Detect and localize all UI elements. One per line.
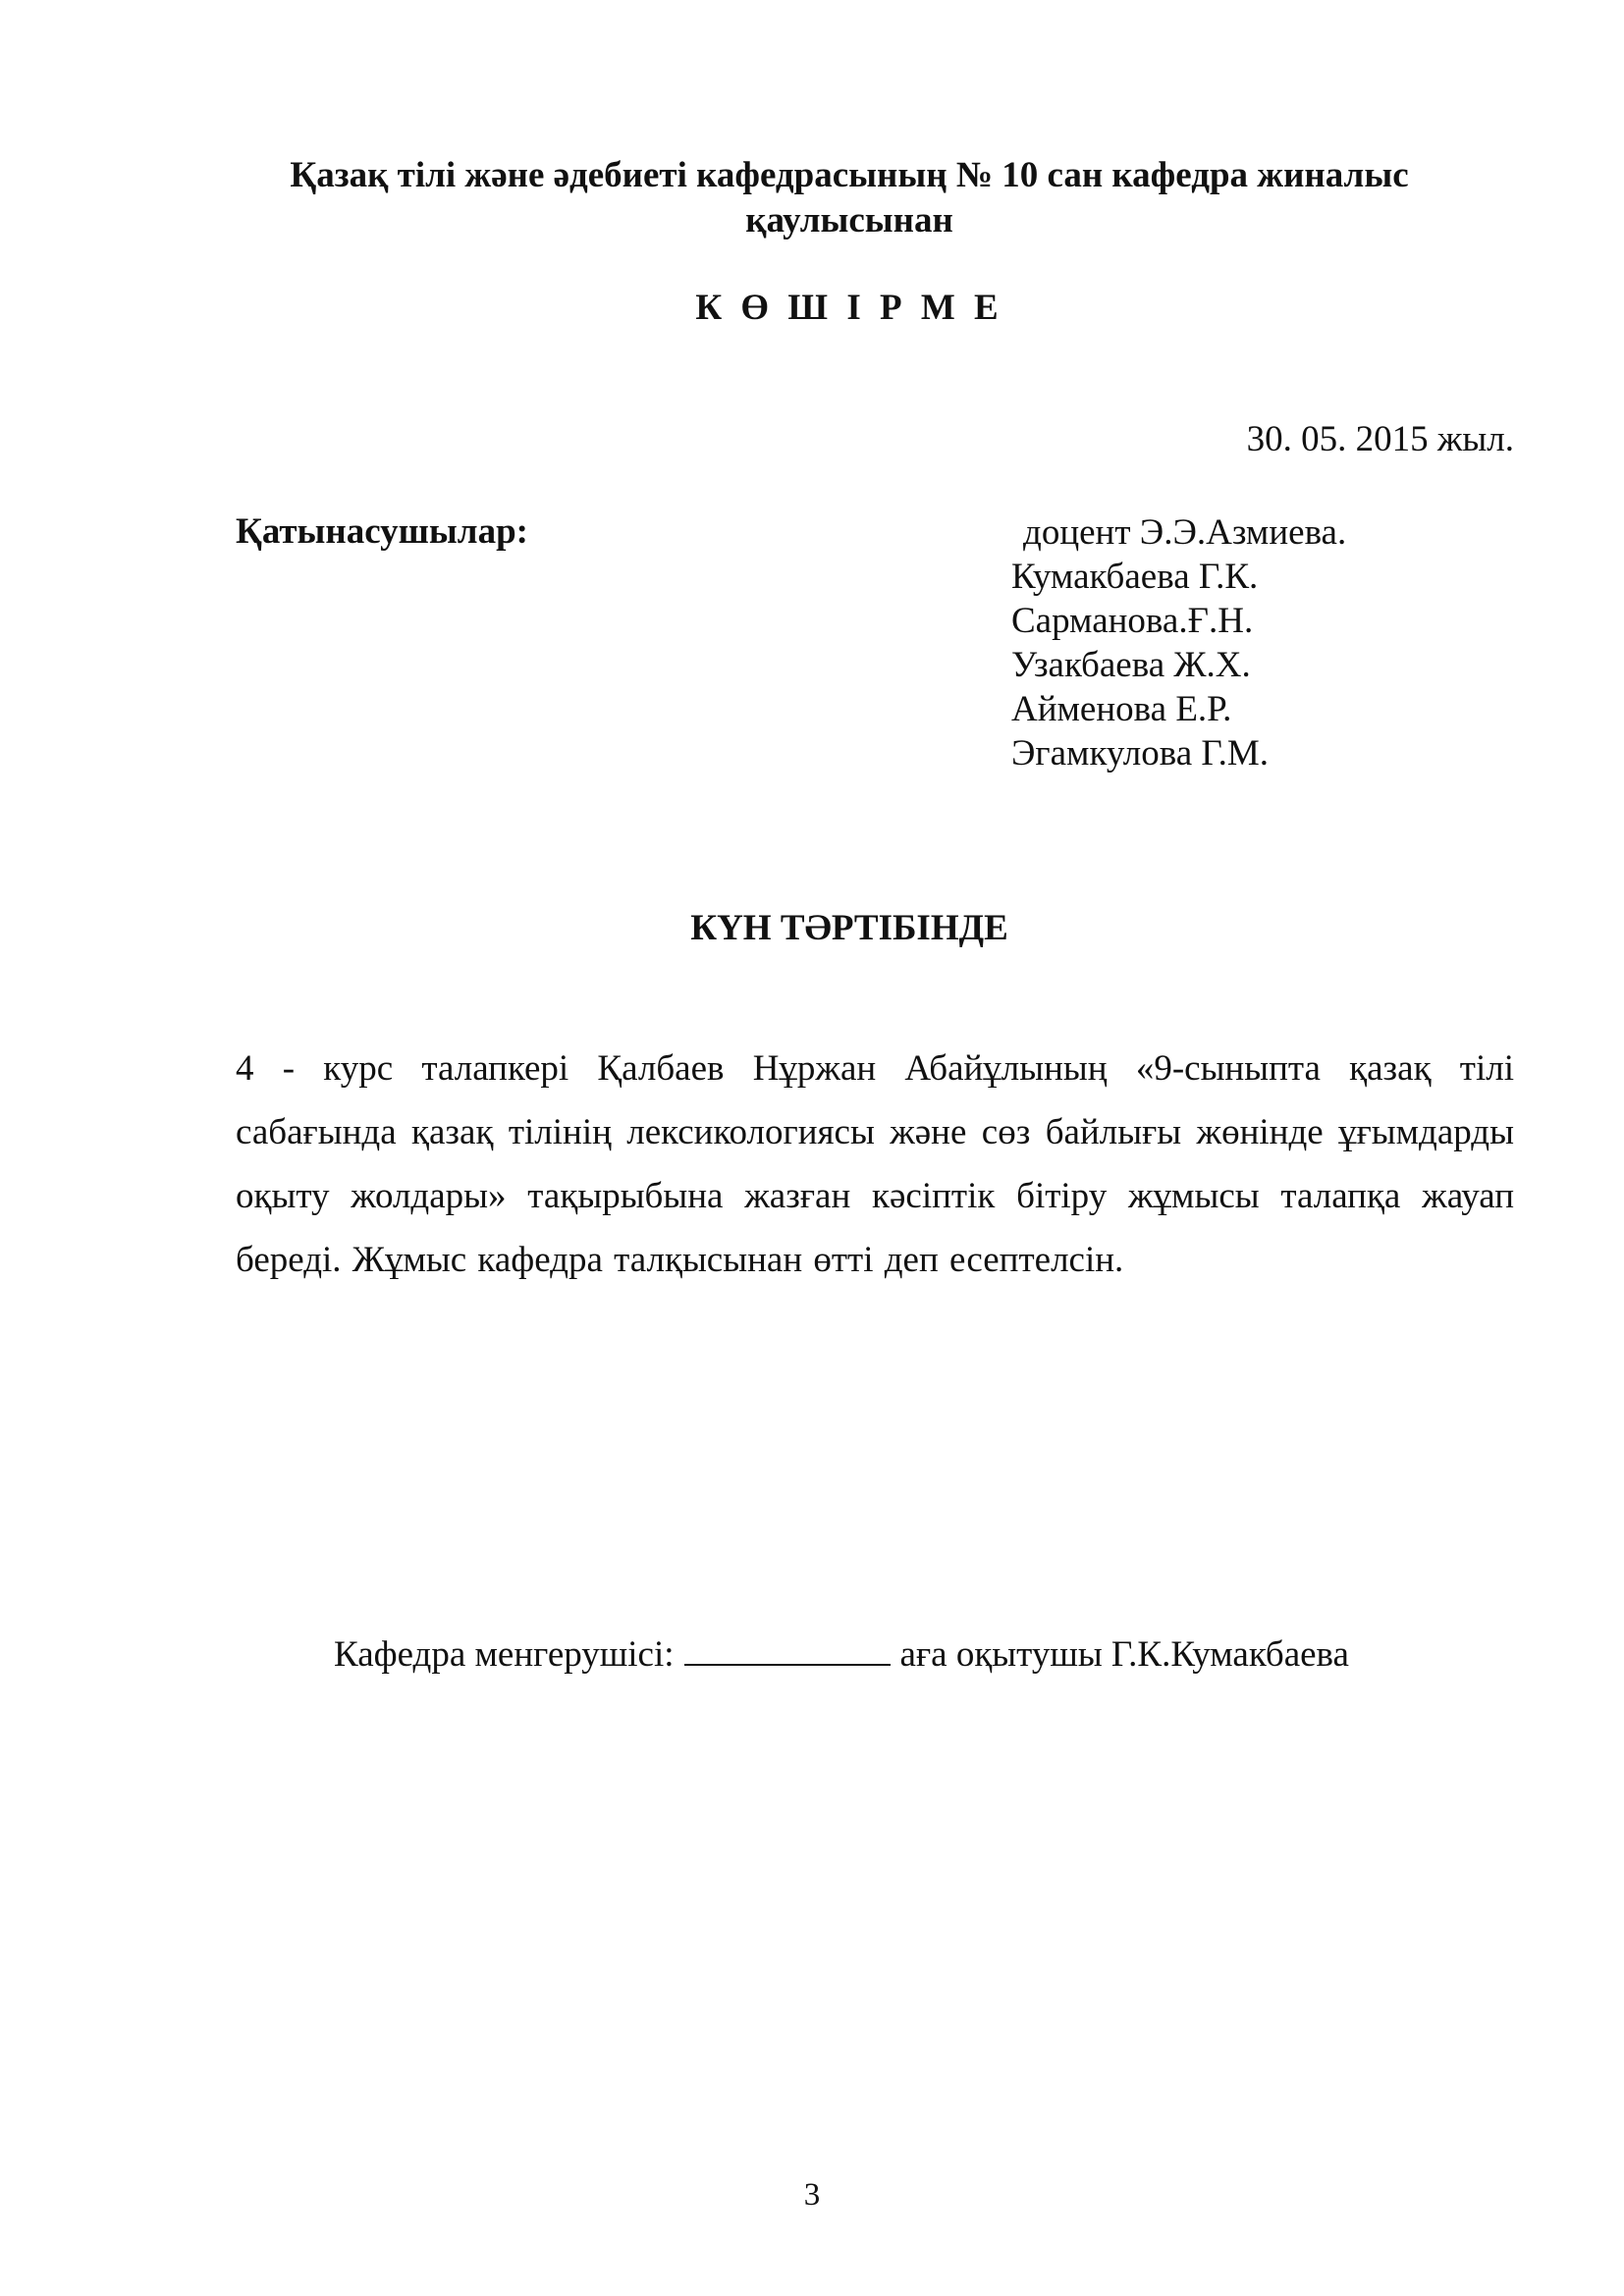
document-title: Қазақ тілі және әдебиеті кафедрасының № 10 сан кафедра жиналыс қаулысынан [290, 155, 1409, 240]
participants-list [1011, 510, 1346, 775]
participant-item: Кумакбаева Г.К. [1011, 557, 1259, 597]
agenda-body: 4 - курс талапкері Қалбаев Нұржан Абайұлының «9-сыныпта қазақ тілі сабағында қазақ тілінің лексикологиясы және сөз байлығы жөнінде ұғымдарды оқыту жолдары» тақырыбына жазған кәсіптік бітіру жұмысы талапқа жауап береді. Жұмыс кафедра талқысынан өтті деп есептелсін. [236, 1048, 1514, 1280]
participant-item: Эгамкулова Г.М. [1011, 733, 1269, 774]
participant-item: Узакбаева Ж.Х. [1011, 645, 1251, 685]
participant-item: Сарманова.Ғ.Н. [1011, 601, 1254, 641]
signature-role-label: Кафедра менгерушісі: [334, 1634, 675, 1675]
participant-item: доцент Э.Э.Азмиева. [1023, 512, 1347, 553]
signatory-name: аға оқытушы Г.К.Кумакбаева [899, 1634, 1349, 1675]
participants-label: Қатынасушылар: [236, 511, 528, 552]
page-number: 3 [803, 2177, 821, 2213]
signature-block [334, 1633, 1349, 1676]
signature-line [684, 1634, 891, 1666]
document-subtitle: К Ө Ш І Р М Е [695, 288, 1003, 328]
agenda-heading: КҮН ТӘРТІБІНДЕ [690, 908, 1008, 948]
participant-item: Айменова Е.Р. [1011, 689, 1232, 729]
document-date: 30. 05. 2015 жыл. [1246, 419, 1514, 459]
